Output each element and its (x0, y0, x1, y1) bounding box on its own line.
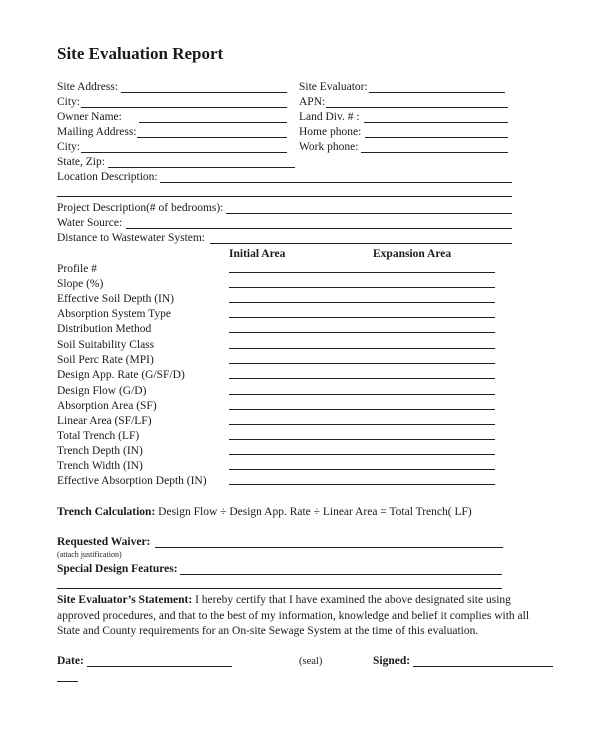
param-label: Total Trench (LF) (57, 430, 140, 442)
param-field[interactable] (229, 378, 495, 379)
trench-calculation-label: Trench Calculation: (57, 506, 156, 518)
param-label: Linear Area (SF/LF) (57, 415, 152, 427)
mailing-address-label: Mailing Address: (57, 126, 137, 138)
location-description-field-2[interactable] (57, 196, 512, 197)
param-field[interactable] (229, 454, 495, 455)
site-address-field[interactable] (121, 92, 287, 93)
water-source-label: Water Source: (57, 217, 123, 229)
city2-label: City: (57, 141, 81, 153)
param-label: Effective Absorption Depth (IN) (57, 475, 207, 487)
param-label: Absorption System Type (57, 308, 171, 320)
waiver-note: (attach justification) (57, 550, 122, 559)
home-phone-label: Home phone: (299, 126, 362, 138)
home-phone-field[interactable] (365, 137, 508, 138)
page-title: Site Evaluation Report (57, 44, 224, 63)
location-description-field[interactable] (160, 182, 512, 183)
date-field[interactable] (87, 666, 232, 667)
project-description-label: Project Description(# of bedrooms): (57, 202, 224, 214)
param-label: Soil Suitability Class (57, 339, 155, 351)
param-field[interactable] (229, 332, 495, 333)
requested-waiver-label: Requested Waiver: (57, 536, 151, 548)
param-label: Profile # (57, 263, 97, 275)
param-label: Slope (%) (57, 278, 104, 290)
param-field[interactable] (229, 272, 495, 273)
footer-rule (57, 681, 78, 682)
param-field[interactable] (229, 317, 495, 318)
water-source-field[interactable] (126, 228, 512, 229)
project-description-field[interactable] (226, 213, 512, 214)
distance-label: Distance to Wastewater System: (57, 232, 206, 244)
site-evaluator-label: Site Evaluator: (299, 81, 368, 93)
special-design-field[interactable] (180, 574, 502, 575)
param-label: Design Flow (G/D) (57, 385, 147, 397)
signature-field[interactable] (413, 666, 553, 667)
state-zip-field[interactable] (108, 167, 295, 168)
land-div-field[interactable] (364, 122, 508, 123)
param-field[interactable] (229, 394, 495, 395)
param-field[interactable] (229, 409, 495, 410)
trench-calculation (57, 505, 472, 519)
owner-name-label: Owner Name: (57, 111, 122, 123)
signed-label: Signed: (373, 655, 411, 667)
distance-field[interactable] (210, 243, 512, 244)
owner-name-field[interactable] (139, 122, 287, 123)
statement-text-1: I hereby certify that I have examined the above designated site using (192, 594, 511, 606)
mailing-address-field[interactable] (137, 137, 287, 138)
site-evaluator-field[interactable] (369, 92, 505, 93)
param-field[interactable] (229, 424, 495, 425)
city2-field[interactable] (81, 152, 287, 153)
work-phone-field[interactable] (361, 152, 508, 153)
param-field[interactable] (229, 302, 495, 303)
param-field[interactable] (229, 484, 495, 485)
date-label: Date: (57, 655, 84, 667)
apn-field[interactable] (326, 107, 508, 108)
apn-label: APN: (299, 96, 326, 108)
city-field[interactable] (81, 107, 287, 108)
site-address-label: Site Address: (57, 81, 119, 93)
land-div-label: Land Div. # : (299, 111, 360, 123)
expansion-area-header: Expansion Area (373, 248, 452, 260)
special-design-field-2[interactable] (57, 588, 502, 589)
param-field[interactable] (229, 363, 495, 364)
special-design-label: Special Design Features: (57, 563, 178, 575)
statement-label: Site Evaluator’s Statement: (57, 594, 193, 606)
location-description-label: Location Description: (57, 171, 158, 183)
param-label: Distribution Method (57, 323, 152, 335)
param-label: Effective Soil Depth (IN) (57, 293, 174, 305)
param-label: Design App. Rate (G/SF/D) (57, 369, 185, 381)
param-label: Trench Depth (IN) (57, 445, 143, 457)
statement-line-3: State and County requirements for an On-site Sewage System at the time of this evaluation. (57, 625, 479, 637)
param-field[interactable] (229, 287, 495, 288)
trench-calculation-formula: Design Flow ÷ Design App. Rate ÷ Linear Area = Total Trench( LF) (158, 506, 472, 518)
work-phone-label: Work phone: (299, 141, 359, 153)
seal-text: (seal) (299, 656, 323, 667)
initial-area-header: Initial Area (229, 248, 286, 260)
param-field[interactable] (229, 469, 495, 470)
param-label: Absorption Area (SF) (57, 400, 157, 412)
statement-line-1 (57, 593, 511, 607)
param-field[interactable] (229, 439, 495, 440)
param-label: Soil Perc Rate (MPI) (57, 354, 154, 366)
param-label: Trench Width (IN) (57, 460, 143, 472)
city-label: City: (57, 96, 81, 108)
param-field[interactable] (229, 348, 495, 349)
state-zip-label: State, Zip: (57, 156, 105, 168)
statement-line-2: approved procedures, and that to the best of my information, knowledge and belief it complies with all (57, 610, 530, 622)
requested-waiver-field[interactable] (155, 547, 503, 548)
